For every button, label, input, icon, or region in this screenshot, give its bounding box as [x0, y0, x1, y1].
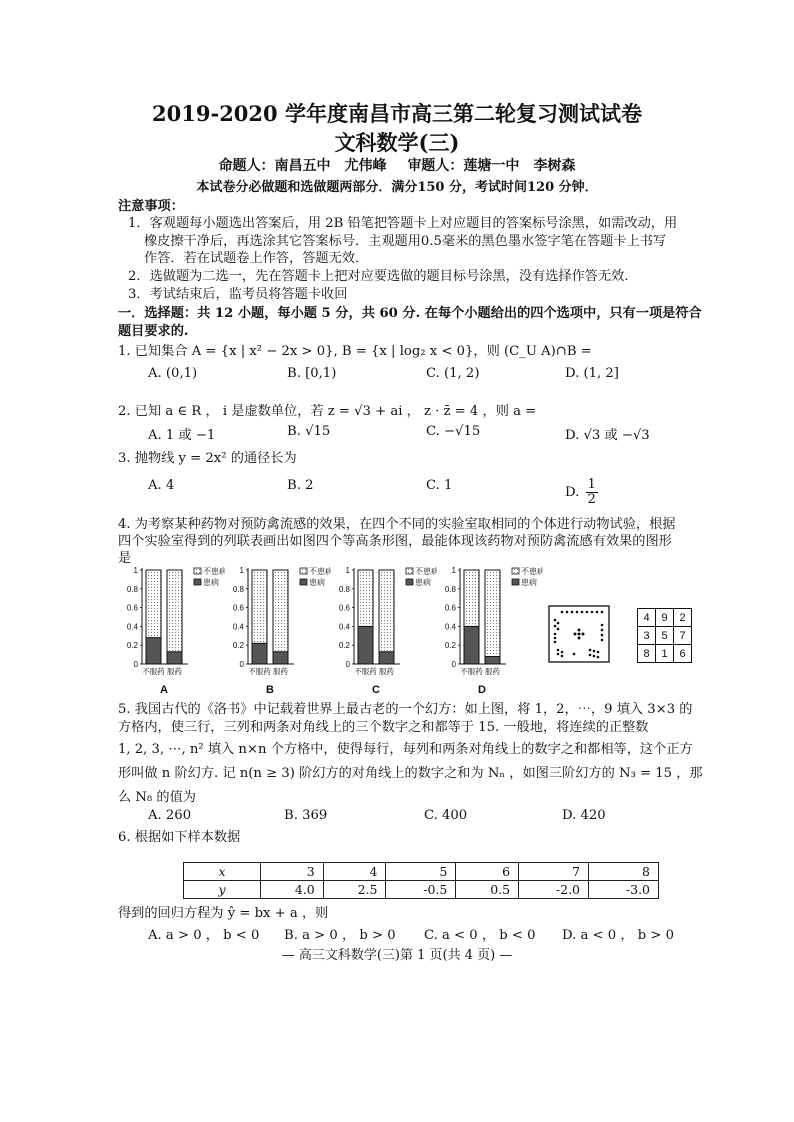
- q5-option-c: C. 400: [424, 808, 468, 823]
- question-1-stem: 1. 已知集合 A = {x | x² − 2x > 0}, B = {x | log₂ x < 0}，则 (C_U A)∩B =: [118, 344, 592, 359]
- magic-cell: 3: [638, 627, 656, 645]
- magic-cell: 9: [656, 609, 674, 627]
- section-heading: 一．选择题：共 12 小题，每小题 5 分，共 60 分. 在每个小题给出的四个选项中，只有一项是符合: [118, 306, 702, 321]
- bar-ill: [464, 626, 479, 664]
- q2-option-b: B. √15: [287, 424, 331, 439]
- magic-cell: 4: [638, 609, 656, 627]
- y-tick-label: 0: [345, 660, 350, 669]
- q3-option-d-prefix: D.: [565, 485, 580, 500]
- bar-not-ill: [273, 570, 288, 664]
- y-tick-label: 0.6: [444, 603, 456, 613]
- table-cell: -3.0: [589, 881, 659, 899]
- chart-panel-label: B: [266, 684, 274, 696]
- magic-cell: 2: [674, 609, 692, 627]
- legend-swatch-not-ill: [300, 568, 307, 574]
- q6-option-c: C. a < 0 ， b < 0: [424, 928, 536, 943]
- y-tick-label: 0.8: [338, 584, 350, 594]
- chart-d: [438, 562, 543, 701]
- q2-option-c: C. −√15: [426, 424, 481, 439]
- legend-swatch-ill: [194, 579, 201, 585]
- chart-panel-label: C: [372, 684, 380, 696]
- q1-option-a: A. (0,1): [148, 366, 198, 381]
- x-category-label: 不服药: [142, 667, 165, 676]
- y-tick-label: 0.2: [232, 641, 244, 651]
- notice-item: 2．选做题为二选一，先在答题卡上把对应要选做的题目标号涂黑，没有选择作答无效．: [128, 269, 638, 284]
- legend-swatch-not-ill: [194, 568, 201, 574]
- q2-option-a: A. 1 或 −1: [148, 428, 216, 443]
- question-4-line: 4. 为考察某种药物对预防禽流感的效果，在四个不同的实验室取相同的个体进行动物试验，根据: [118, 517, 676, 532]
- question-6-after: 得到的回归方程为 ŷ = bx + a ，则: [118, 906, 329, 921]
- stacked-bar-chart: [332, 562, 437, 697]
- legend-label: 患病: [203, 578, 219, 587]
- magic-cell: 5: [656, 627, 674, 645]
- chart-c: [332, 562, 437, 701]
- bar-ill: [358, 626, 373, 664]
- table-row: [184, 881, 659, 899]
- stacked-bar-chart: [120, 562, 225, 697]
- table-cell: 4.0: [261, 881, 324, 899]
- x-category-label: 不服药: [248, 667, 271, 676]
- x-category-label: 服药: [485, 667, 500, 676]
- q3-option-d: [565, 478, 598, 507]
- table-cell: 8: [589, 863, 659, 881]
- notice-heading: 注意事项：: [118, 199, 184, 214]
- q3-option-a: A. 4: [148, 478, 175, 493]
- legend-label: 不患病: [415, 567, 437, 576]
- y-tick-label: 0.6: [126, 603, 138, 613]
- x-category-label: 服药: [167, 667, 182, 676]
- bar-ill: [273, 652, 288, 664]
- y-tick-label: 0: [451, 660, 456, 669]
- question-5-line: 1, 2, 3, ⋯, n² 填入 n×n 个方格中，使得每行，每列和两条对角线上的数字之和都相等，这个正方: [118, 742, 693, 757]
- y-tick-label: 0.8: [126, 584, 138, 594]
- luoshu-figure: [548, 605, 610, 667]
- bar-not-ill: [379, 570, 394, 664]
- q2-option-d: D. √3 或 −√3: [565, 428, 650, 443]
- fraction-numerator: 1: [587, 477, 596, 492]
- legend-label: 患病: [415, 578, 431, 587]
- magic-cell: 6: [674, 645, 692, 663]
- question-5-line: 么 N₈ 的值为: [118, 790, 196, 805]
- magic-square-grid: [637, 608, 692, 663]
- question-2-stem: 2. 已知 a ∈ R ， i 是虚数单位，若 z = √3 + ai ， z · z̄ = 4 ，则 a =: [118, 404, 537, 419]
- legend-label: 不患病: [203, 567, 225, 576]
- page-footer: — 高三文科数学(三)第 1 页(共 4 页) —: [281, 948, 513, 963]
- bar-ill: [252, 643, 267, 664]
- authors-line: [0, 155, 794, 175]
- notice-item: 作答．若在试题卷上作答，答题无效．: [144, 251, 369, 266]
- question-5-line: 5. 我国古代的《洛书》中记载着世界上最古老的一个幻方：如上图，将 1，2，⋯，9 填入 3×3 的: [118, 702, 693, 717]
- q5-option-b: B. 369: [284, 808, 328, 823]
- q3-option-c: C. 1: [426, 478, 453, 493]
- y-tick-label: 0.4: [444, 622, 456, 632]
- y-tick-label: 0.6: [232, 603, 244, 613]
- y-tick-label: 0.4: [126, 622, 138, 632]
- q3-option-b: B. 2: [287, 478, 314, 493]
- chart-panel-label: A: [160, 684, 168, 696]
- table-cell: -0.5: [386, 881, 456, 899]
- bar-not-ill: [167, 570, 182, 664]
- sample-data-table: [183, 862, 659, 899]
- q6-option-d: D. a < 0 ， b > 0: [562, 928, 675, 943]
- table-row: [184, 863, 659, 881]
- y-tick-label: 0.6: [338, 603, 350, 613]
- y-tick-label: 0.2: [126, 641, 138, 651]
- fraction-denominator: 2: [587, 492, 596, 507]
- question-6-stem: 6. 根据如下样本数据: [118, 830, 241, 845]
- y-tick-label: 1: [133, 566, 138, 575]
- table-cell: -2.0: [519, 881, 589, 899]
- y-tick-label: 0.4: [232, 622, 244, 632]
- table-cell: 7: [519, 863, 589, 881]
- bar-ill: [146, 638, 161, 664]
- table-cell: 6: [456, 863, 519, 881]
- y-tick-label: 1: [451, 566, 456, 575]
- legend-swatch-not-ill: [512, 568, 519, 574]
- y-tick-label: 0: [239, 660, 244, 669]
- notice-item: 3．考试结束后，监考员将答题卡收回: [128, 287, 348, 302]
- legend-label: 患病: [309, 578, 325, 587]
- table-header-x: x: [184, 863, 261, 881]
- x-category-label: 服药: [273, 667, 288, 676]
- q6-option-a: A. a > 0 ， b < 0: [148, 928, 260, 943]
- chart-panel-label: D: [478, 684, 486, 696]
- x-category-label: 不服药: [354, 667, 377, 676]
- bar-ill: [379, 652, 394, 664]
- table-cell: 3: [261, 863, 324, 881]
- question-5-line: 形叫做 n 阶幻方. 记 n(n ≥ 3) 阶幻方的对角线上的数字之和为 Nₙ ，如图三阶幻方的 N₃ = 15 ，那: [118, 766, 703, 781]
- y-tick-label: 1: [239, 566, 244, 575]
- bar-not-ill: [485, 570, 500, 664]
- legend-swatch-ill: [300, 579, 307, 585]
- q1-option-c: C. (1, 2): [426, 366, 480, 381]
- legend-label: 不患病: [521, 567, 543, 576]
- y-tick-label: 1: [345, 566, 350, 575]
- legend-label: 患病: [521, 578, 537, 587]
- table-cell: 0.5: [456, 881, 519, 899]
- q6-option-b: B. a > 0 ， b > 0: [284, 928, 396, 943]
- table-cell: 2.5: [323, 881, 386, 899]
- chart-b: [226, 562, 331, 701]
- y-tick-label: 0.4: [338, 622, 350, 632]
- magic-square: [637, 608, 692, 663]
- magic-cell: 7: [674, 627, 692, 645]
- magic-cell: 1: [656, 645, 674, 663]
- author-reviewer: 审题人：莲塘一中 李树森: [407, 158, 576, 174]
- question-5-line: 方格内，使三行，三列和两条对角线上的三个数字之和都等于 15. 一般地，将连续的正整数: [118, 720, 649, 735]
- q5-option-a: A. 260: [148, 808, 192, 823]
- question-4-line: 四个实验室得到的列联表画出如图四个等高条形图，最能体现该药物对预防禽流感有效果的图形: [118, 534, 672, 549]
- bar-ill: [485, 656, 500, 664]
- notice-item: 1．客观题每小题选出答案后，用 2B 铅笔把答题卡上对应题目的答案标号涂黑，如需改动，用: [128, 216, 678, 231]
- table-cell: 4: [323, 863, 386, 881]
- q1-option-d: D. (1, 2]: [565, 366, 619, 381]
- q1-option-b: B. [0,1): [287, 366, 337, 381]
- q5-option-d: D. 420: [562, 808, 606, 823]
- y-tick-label: 0.8: [444, 584, 456, 594]
- table-header-y: y: [184, 881, 261, 899]
- y-tick-label: 0.2: [338, 641, 350, 651]
- stacked-bar-chart: [226, 562, 331, 697]
- question-4-line: 是: [118, 551, 132, 566]
- x-category-label: 服药: [379, 667, 394, 676]
- bar-ill: [167, 652, 182, 664]
- magic-cell: 8: [638, 645, 656, 663]
- question-3-stem: 3. 抛物线 y = 2x² 的通径长为: [118, 451, 297, 466]
- y-tick-label: 0.2: [444, 641, 456, 651]
- legend-swatch-not-ill: [406, 568, 413, 574]
- exam-intro: 本试卷分必做题和选做题两部分．满分150 分，考试时间120 分钟．: [196, 180, 598, 195]
- notice-item: 橡皮擦干净后，再选涂其它答案标号．主观题用0.5毫米的黑色墨水签字笔在答题卡上书写: [144, 234, 667, 249]
- luoshu-dots-icon: [548, 605, 610, 663]
- x-category-label: 不服药: [460, 667, 483, 676]
- table-cell: 5: [386, 863, 456, 881]
- chart-a: [120, 562, 225, 701]
- author-setter: 命题人：南昌五中 尤伟峰: [218, 158, 387, 174]
- section-heading-cont: 题目要求的.: [118, 324, 189, 339]
- exam-subtitle: 文科数学(三): [334, 130, 460, 155]
- y-tick-label: 0: [133, 660, 138, 669]
- legend-swatch-ill: [512, 579, 519, 585]
- legend-label: 不患病: [309, 567, 331, 576]
- q3-fraction: [586, 478, 598, 507]
- legend-swatch-ill: [406, 579, 413, 585]
- y-tick-label: 0.8: [232, 584, 244, 594]
- exam-title: 2019-2020 学年度南昌市高三第二轮复习测试试卷: [152, 101, 642, 126]
- stacked-bar-chart: [438, 562, 543, 697]
